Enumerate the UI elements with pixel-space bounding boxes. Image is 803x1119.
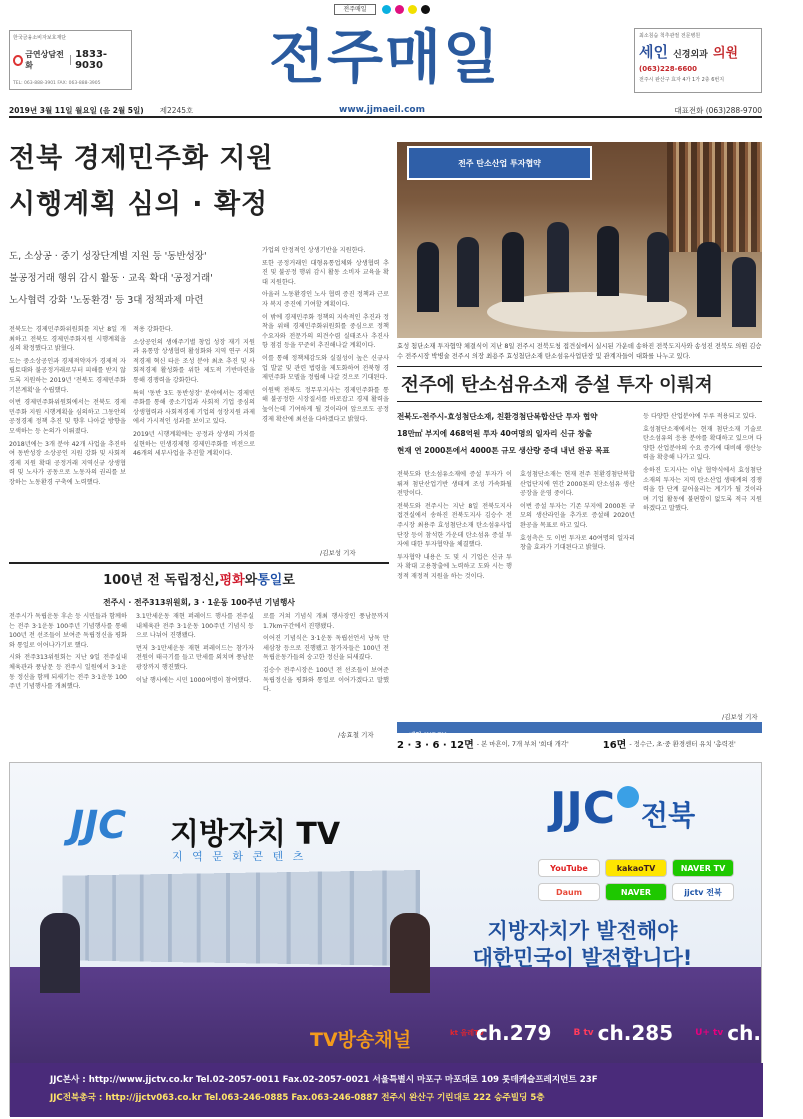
second-para: 효성첨단소재는 현재 전주 친환경첨단복합산업단지에 연간 2000톤의 탄소섬유 생산공장을 운영 중이다. — [520, 471, 635, 498]
ad-slogan — [410, 918, 755, 972]
ad-platforms — [538, 859, 738, 901]
ad-right-logo-badge — [617, 786, 639, 808]
lead-para: 아울러 노동환경인 노사 협력 증진 정책과 근로자 복지 증진에 기여할 계획이다. — [262, 291, 389, 308]
clinic-name-a: 세인 — [639, 43, 668, 61]
index-pages-left[interactable]: 2 · 3 · 6 · 12면 — [397, 739, 474, 751]
clinic-name-c: 의원 — [712, 46, 739, 61]
third-headline-post: 로 — [282, 572, 295, 588]
third-para: 이날 행사에는 시민 1000여명이 참여했다. — [136, 676, 252, 684]
navertv-logo[interactable]: NAVER TV — [672, 859, 734, 877]
channel-name: B tv — [573, 1028, 594, 1038]
meeting-photo — [397, 142, 762, 338]
masthead-title: 전주매일 — [268, 23, 502, 91]
channel-name: U+ tv — [695, 1028, 724, 1038]
clinic-ad — [634, 28, 762, 93]
ad-org: 한국금융소비자보호재단 — [13, 35, 67, 41]
ad-label: 금연상담전화 — [25, 50, 64, 70]
photo-people — [397, 212, 762, 322]
ad-slogan-line-1: 지방자치가 발전해야 — [487, 919, 678, 943]
ad-channel-list — [450, 1021, 803, 1045]
ad-right-logo-sub: 전북 — [641, 799, 696, 832]
second-para: 효성측은 도 이번 투자로 40여명의 일자리 창출 효과가 기대된다고 밝혔다. — [520, 534, 635, 552]
issue-no: 제2245호 — [159, 105, 194, 115]
third-headline-mid: 와 — [244, 572, 258, 588]
lead-headline-line-2: 시행계획 심의 · 확정 — [9, 189, 269, 220]
second-para: 전북도와 탄소섬유소재에 증설 투자가 이뤄져 첨단산업기반 생태계 조성 가속화될 전망이다. — [397, 471, 512, 498]
lead-para: 특히 '동반 3도 동반성장' 분야에서는 경제민주화를 통해 중소기업과 사회적 기업 중심의 상생협력과 사회적경제 기업의 성장지원 과제에서 가시적인 성과를 보이고 있다. — [133, 389, 255, 426]
ad-footer-line-1: JJC본사 : http://www.jjctv.co.kr Tel.02-2057-0011 Fax.02-2057-0021 서울특별시 마포구 마포대로 109 롯데캐슬프레지던트 23F — [50, 1075, 598, 1085]
second-sub-1: 전북도-전주시-효성첨단소재, 친환경첨단복합산단 투자 협약 — [397, 412, 598, 421]
third-para: 이어진 기념식은 3·1운동 독립선언서 낭독 만세삼창 등으로 진행됐고 참가자들은 100년 전 독립운동가들의 숭고한 정신을 되새겼다. — [263, 635, 389, 662]
second-headline-box — [397, 366, 762, 402]
second-para: 등 다양한 산업분야에 두루 적용되고 있다. — [643, 413, 757, 420]
lead-para: 도는 중소상공인과 경제적약자가 경제적 자립토대와 불공정거래로부터 피해를 받지 않도록 지원하는 2019년 '전북도 경제민주화 기본계획'을 수립했다. — [9, 357, 126, 394]
ad-tv-wall — [62, 870, 420, 966]
ad-sub: TEL: 063-888-3901 FAX: 063-888-3905 — [13, 81, 101, 86]
lead-para: 소상공인의 생애주기별 창업 성장 재기 지원과 유통망 상생협력 활성화와 지역 연구 시회적경제 혁신 타운 조성 분야 최초 추진 및 사회적경제 활성화를 위한 제도적 기반마련을 통해 경쟁력을 강화한다. — [133, 338, 255, 384]
lead-para: 또한 공정거래인 대형유통업체와 상생협력 추진 및 불공정 행위 감시 활동 소비자 교육을 확대 지원한다. — [262, 259, 389, 286]
website-link[interactable]: www.jjmaeil.com — [339, 105, 425, 115]
clinic-phone: (063)228-6600 — [639, 65, 698, 73]
lead-headline-line-1: 전북 경제민주화 지원 — [9, 143, 274, 174]
color-registration-marks — [380, 5, 430, 14]
channel-number: ch.279 — [476, 1021, 552, 1045]
ad-number: 1833-9030 — [75, 49, 108, 71]
ad-title: 지방자치 TV — [170, 817, 341, 852]
lead-column-3 — [262, 246, 389, 546]
index-label: 매일 INDEX — [409, 731, 447, 739]
second-sub-2: 18만㎡ 부지에 468억원 투자 40여명의 일자리 신규 창출 — [397, 429, 593, 438]
ad-channel-uplus — [695, 1021, 803, 1045]
third-headline-pre: 100년 전 독립정신, — [103, 572, 220, 588]
lead-byline: /김보성 기자 — [320, 549, 356, 557]
third-headline-peace: 평화 — [219, 572, 245, 588]
channel-number: ch.285 — [597, 1021, 674, 1045]
second-para: 송하진 도지사는 이날 협약식에서 효성첨단소재의 투자는 지역 탄소산업 생태계의 경쟁력을 한 단계 끌어올리는 계기가 될 것이라며 기업 활동에 불편함이 없도록 적극 지원하겠다고 말했다. — [643, 466, 762, 513]
lead-column-1 — [9, 325, 126, 555]
second-para: 효성첨단소재에서는 현재 첨단소재 기술로 탄소섬유의 응용 분야를 확대하고 있으며 다양한 산업분야의 수요 증가에 대비해 생산능력을 확충해 나가고 있다. — [643, 425, 762, 462]
ad-footer — [10, 1063, 763, 1117]
second-para: 투자협약 내용은 도 및 시 기업은 신규 투자 확대 고용창출에 노력하고 도와 시는 행정적 재정적 지원을 하는 것이다. — [397, 553, 512, 580]
naver-logo[interactable]: NAVER — [605, 883, 667, 901]
lead-para: 적용 강화한다. — [133, 326, 173, 333]
second-sub-3: 현재 연 2000톤에서 4000톤 규모 생산량 증대 내년 완공 목표 — [397, 446, 610, 455]
ad-presenter — [40, 913, 80, 993]
ad-subtitle: 지 역 문 화 콘 텐 츠 — [172, 850, 307, 863]
edition-badge: 전주매일 — [334, 4, 376, 15]
third-column-2 — [136, 612, 254, 737]
date-line: 2019년 3월 11일 월요일 (음 2월 5일) — [9, 105, 144, 115]
lead-sub-2: 불공정거래 행위 감시 활동 · 교육 확대 '공정거래' — [9, 273, 213, 284]
lead-para: 이원택 전북도 정무부지사는 경제민주화를 통해 불공정한 시장질서를 바로잡고 경제 활력을 높이는데 기여하게 될 것이라며 앞으로도 공정경제 확산에 최선을 다하겠다고 밝혔다. — [262, 386, 389, 423]
third-para: 3.1만세운동 재현 퍼레이드 행사를 전주실내체육관 전주 3·1운동 100주년 기념식 등으로 나뉘어 진행됐다. — [136, 613, 254, 640]
ad-footer-line-2: JJC전북총국 : http://jjctv063.co.kr Tel.063-246-0885 Fax.063-246-0887 전주시 완산구 기린대로 222 승주빌딩 5층 — [50, 1093, 545, 1103]
photo-banner-text: 전주 탄소산업 투자협약 — [458, 158, 541, 168]
second-para: 이번 증설 투자는 기존 부지에 2000톤 규모의 생산라인을 추가로 증설해 2020년 완공을 목표로 하고 있다. — [520, 502, 635, 529]
second-headline: 전주에 탄소섬유소재 증설 투자 이뤄져 — [401, 375, 713, 396]
index-desc-right: - 정수근, 초·중 환경센터 유치 '총력전' — [629, 739, 736, 748]
ad-brand: JJC — [70, 803, 127, 847]
photo-caption: 효성 첨단소재 투자협약 체결식이 지난 8일 전주시 전북도청 접견실에서 실시된 가운데 송하진 전북도지사와 송성진 전북도 의원 김승수 전주시장 박병술 전주시 의장 최용주 효성첨단소재 탄소섬유사업단장 및 관계자들이 대화를 나누고 있다. — [397, 343, 762, 360]
ad-channel-btv — [573, 1021, 673, 1045]
third-byline: /송효철 기자 — [338, 731, 374, 739]
ad-slogan-line-2: 대한민국이 발전합니다! — [472, 946, 693, 970]
channel-name: kt 올레TV — [450, 1029, 485, 1037]
smoking-hotline-ad — [9, 30, 132, 90]
channel-number: ch.253 — [727, 1021, 803, 1045]
lead-headline — [9, 140, 389, 224]
lead-para: 전북도는 경제민주화위원회를 지난 8일 개최하고 전북도 경제민주화지원 시행계획을 심의 확정했다고 밝혔다. — [9, 326, 126, 353]
jjc-tv-ad — [9, 762, 803, 1116]
clinic-name-b: 신경외과 — [673, 50, 708, 60]
ad-channels-label: TV방송채널 — [310, 1029, 412, 1051]
index-page-right[interactable]: 16면 — [602, 739, 627, 751]
date-bar — [9, 104, 762, 118]
third-headline — [9, 562, 389, 592]
second-column-3 — [643, 412, 762, 717]
second-column-1 — [397, 470, 512, 725]
third-headline-unification: 통일 — [257, 572, 283, 588]
ad-right-logo — [550, 783, 695, 834]
ad-channel-kt — [450, 1021, 551, 1045]
lead-para: 가업의 안정적인 상생기반을 지원한다. — [262, 247, 366, 254]
second-column-2 — [520, 470, 635, 725]
index-label-bar — [397, 722, 762, 739]
kakaotv-logo[interactable]: kakaoTV — [605, 859, 667, 877]
phone: 대표전화 (063)288-9700 — [674, 105, 762, 115]
lead-para: 2018년에는 3개 분야 42개 사업을 추진하여 동반성장 소상공인 지원 강화 및 사회적경제 지원 확대 공정거래 지역신규 상생협력 및 노사가 공동으로 노동자의 권리를 보장하는 노동환경 구축에 노력했다. — [9, 440, 126, 486]
lead-para: 2019년 시행계획에는 공정과 상생의 가치를 실현하는 민생경제형 경제민주화를 비전으로 46개의 세부사업을 추진할 계획이다. — [133, 430, 255, 458]
third-para: 김승수 전주시장은 100년 전 선조들이 보여준 독립정신을 평화와 통일로 이어가겠다고 말했다. — [263, 666, 389, 694]
lead-para: 이번 경제민주화위원회에서는 전북도 경제민주화 지원 시행계획을 심의하고 그동안의 공정경제 정책 추진 및 향후 나아갈 방향을 모색하는 등 논의가 이뤄졌다. — [9, 399, 126, 435]
third-column-1 — [9, 612, 127, 737]
second-para: 전북도와 전주시는 지난 8일 전북도지사 접견실에서 송하진 전북도지사 김승수 전주시장 최용주 효성첨단소재 탄소섬유사업단장 등이 참석한 가운데 탄소섬유 증설 투자에 대한 투자협약을 체결했다. — [397, 502, 512, 549]
second-byline: /김보성 기자 — [722, 713, 758, 721]
ad-right-logo-main: JJC — [550, 783, 616, 834]
third-sub: 전주시 · 전주313위원회, 3 · 1운동 100주년 기념행사 — [103, 598, 295, 607]
third-para: 로를 거쳐 기념식 개최 행사장인 풍남문까지 1.7km구간에서 진행됐다. — [263, 613, 389, 630]
photo-banner — [407, 146, 592, 180]
clinic-tagline: 최소침습 척추관절 전문병원 — [639, 33, 701, 39]
third-para: 먼저 3·1만세운동 재현 퍼레이드는 참가자 전원이 태극기를 들고 만세를 외치며 풍남문 광장까지 행진했다. — [136, 644, 254, 671]
index-entries — [397, 736, 762, 750]
daum-logo[interactable]: Daum — [538, 883, 600, 901]
lead-para: 이 밖에 경제민주화 정책의 지속적인 추진과 정착을 위해 경제민주화위원회를 중심으로 정책 수요자와 전문가의 의견수렴 실태조사 추진사항 점검 등을 꾸준히 추진해나갈 계획이다. — [262, 313, 389, 350]
index-desc-left: - 본 마흔이, 7개 부처 '희대 개각' — [476, 739, 569, 748]
clinic-address: 전주시 완산구 효자 4가 1가 2층 6번지 — [639, 77, 725, 83]
third-column-3 — [263, 612, 389, 730]
third-para: 시와 전주313위원회는 지난 9일 전주실내체육관과 풍남문 등 전주시 일원에서 3·1운동 정신을 함께 되새기는 전주 3·1운동 100주년 기념행사를 개최했다. — [9, 654, 127, 691]
lead-column-2 — [133, 325, 255, 555]
third-para: 전주시가 독립운동 후손 등 시민들과 함께하는 전주 3·1운동 100주년 기념행사를 통해 100년 전 선조들이 보여준 독립정신을 평화와 통일로 이어나가기로 했다. — [9, 613, 127, 649]
youtube-logo[interactable]: YouTube — [538, 859, 600, 877]
no-smoking-icon — [13, 55, 23, 66]
jjctv-naver-logo[interactable]: jjctv 전북 — [672, 883, 734, 901]
lead-sub-1: 도, 소상공 · 중기 성장단계별 지원 등 '동반성장' — [9, 251, 207, 262]
lead-para: 이를 통해 정책체감도와 실질성이 높은 신규사업 발굴 및 관련 법령을 제도화하여 전북형 경제민주화 모델을 정립해 나갈 것으로 기대된다. — [262, 354, 389, 382]
lead-sub-3: 노사협력 강화 '노동환경' 등 3대 정책과제 마련 — [9, 295, 204, 306]
